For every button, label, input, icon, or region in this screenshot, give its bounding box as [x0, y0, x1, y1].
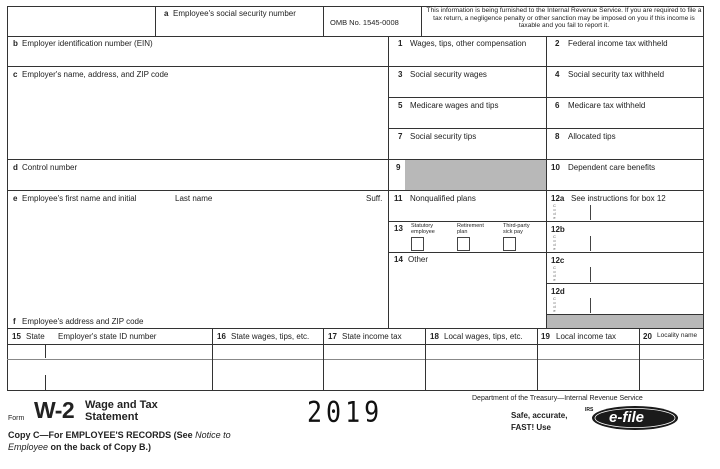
box-17-number: 17: [328, 332, 337, 341]
box-7-number: 7: [398, 132, 403, 141]
box-13-retirement-label: Retirement plan: [457, 223, 484, 235]
copy-c-line1-bold: Copy C—For EMPLOYEE'S RECORDS (See: [8, 430, 196, 440]
statutory-employee-checkbox[interactable]: [411, 237, 424, 251]
box-3-number: 3: [398, 70, 403, 79]
box-7-label: Social security tips: [410, 132, 477, 141]
form-title-line2: Statement: [85, 411, 139, 423]
box-a-label: Employee's social security number: [173, 9, 296, 18]
efile-logo-text: e-file: [609, 409, 645, 426]
department-line: Department of the Treasury—Internal Revenue Service: [472, 395, 643, 402]
box-c-label: Employer's name, address, and ZIP code: [22, 70, 169, 79]
box-f-letter: f: [13, 317, 16, 326]
omb-number: OMB No. 1545-0008: [330, 18, 399, 27]
box-16-label: State wages, tips, etc.: [231, 332, 310, 341]
box-12b-code-label: C o d e: [553, 234, 556, 251]
box-12c-code-label: C o d e: [553, 265, 556, 282]
box-10-number: 10: [551, 163, 560, 172]
box-6-label: Medicare tax withheld: [568, 101, 646, 110]
box-15-sublabel: Employer's state ID number: [58, 332, 157, 341]
box-a-letter: a: [164, 9, 169, 18]
box-19-number: 19: [541, 332, 550, 341]
box-18-label: Local wages, tips, etc.: [444, 332, 523, 341]
box-12d-shaded-strip: [547, 315, 703, 328]
form-word: Form: [8, 415, 25, 422]
box-9-shaded: [405, 160, 546, 190]
box-20-number: 20: [643, 332, 652, 341]
box-12a-label: See instructions for box 12: [571, 194, 666, 203]
box-2-number: 2: [555, 39, 560, 48]
box-e-letter: e: [13, 194, 18, 203]
box-c-letter: c: [13, 70, 18, 79]
employer-name-address-field[interactable]: [12, 82, 382, 156]
box-20-label: Locality name: [657, 332, 698, 339]
box-14-number: 14: [394, 255, 403, 264]
efile-tagline-2: FAST! Use: [511, 423, 552, 432]
third-party-sick-pay-checkbox[interactable]: [503, 237, 516, 251]
box-13-statutory-label: Statutory employee: [411, 223, 435, 235]
box-11-number: 11: [394, 194, 403, 203]
irs-efile-logo: [585, 404, 679, 432]
ein-field[interactable]: [12, 50, 382, 64]
box-18-number: 18: [430, 332, 439, 341]
tax-year: 2019: [307, 395, 384, 430]
box-12d-code-label: C o d e: [553, 296, 556, 313]
box-13-thirdparty-label: Third-party sick pay: [503, 223, 530, 235]
box-d-letter: d: [13, 163, 18, 172]
box-8-number: 8: [555, 132, 560, 141]
box-12b-divider: [590, 236, 591, 251]
copy-c-line1-italic: Notice to: [195, 430, 231, 440]
box-15-number: 15: [12, 332, 21, 341]
box-6-number: 6: [555, 101, 560, 110]
copy-c-line2-italic: Employee: [8, 442, 49, 452]
box-12d-divider: [590, 298, 591, 313]
box-3-label: Social security wages: [410, 70, 487, 79]
box-12c-number: 12c: [551, 256, 565, 265]
box-12a-code-label: C o d e: [553, 203, 556, 220]
box-12c-divider: [590, 267, 591, 282]
box-5-number: 5: [398, 101, 403, 110]
ssn-field[interactable]: [160, 20, 320, 34]
box-17-label: State income tax: [342, 332, 402, 341]
box-10-label: Dependent care benefits: [568, 163, 656, 172]
box-12b-number: 12b: [551, 225, 565, 234]
box-12a-divider: [590, 205, 591, 220]
box-2-label: Federal income tax withheld: [568, 39, 668, 48]
box-12d-number: 12d: [551, 287, 565, 296]
box-4-number: 4: [555, 70, 560, 79]
box-1-label: Wages, tips, other compensation: [410, 39, 527, 48]
irs-notice: This information is being furnished to the Internal Revenue Service. If you are required to file a tax return, a negligence penalty or other sanction may be imposed on you if this income is taxable and you fail to report it.: [426, 7, 702, 30]
box-d-label: Control number: [22, 163, 78, 172]
copy-c-line1: [8, 431, 231, 440]
control-number-field[interactable]: [12, 174, 382, 188]
employee-name-field[interactable]: [12, 206, 382, 306]
efile-tagline-1: Safe, accurate,: [511, 411, 568, 420]
box-e-suffix-label: Suff.: [366, 194, 383, 203]
form-title-line1: Wage and Tax: [85, 399, 158, 411]
box-4-label: Social security tax withheld: [568, 70, 665, 79]
efile-logo-prefix: IRS: [585, 407, 594, 413]
box-19-label: Local income tax: [556, 332, 617, 341]
copy-c-line2-bold: on the back of Copy B.): [48, 442, 152, 452]
box-16-number: 16: [217, 332, 226, 341]
box-f-label: Employee's address and ZIP code: [22, 317, 144, 326]
box-8-label: Allocated tips: [568, 132, 616, 141]
box-e-last-name-label: Last name: [175, 194, 213, 203]
form-name: W-2: [34, 397, 75, 423]
box-5-label: Medicare wages and tips: [410, 101, 499, 110]
box-15-label: State: [26, 332, 45, 341]
box-b-letter: b: [13, 39, 18, 48]
box-14-label: Other: [408, 255, 429, 264]
retirement-plan-checkbox[interactable]: [457, 237, 470, 251]
box-e-label: Employee's first name and initial: [22, 194, 137, 203]
box-1-number: 1: [398, 39, 403, 48]
box-b-label: Employer identification number (EIN): [22, 39, 153, 48]
box-12a-number: 12a: [551, 194, 565, 203]
box-11-label: Nonqualified plans: [410, 194, 476, 203]
box-13-number: 13: [394, 224, 403, 233]
copy-c-line2: [8, 443, 151, 452]
box-9-number: 9: [396, 163, 401, 172]
